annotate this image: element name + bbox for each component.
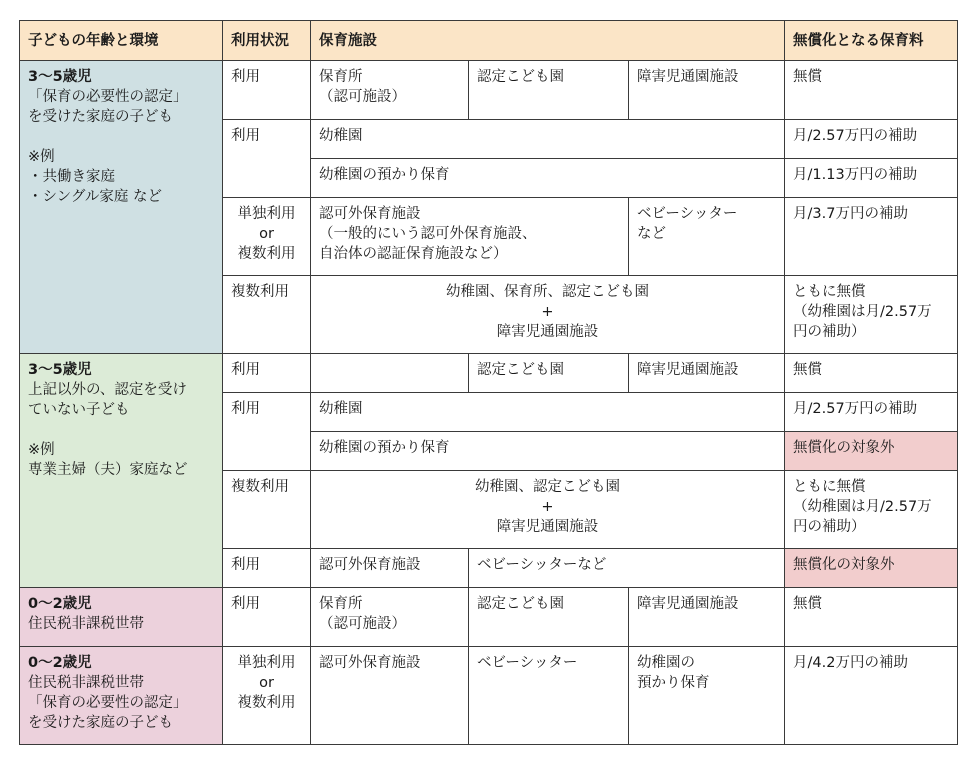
table-row [20, 588, 958, 647]
group4-title: 0〜2歳児 [28, 655, 92, 671]
fee-cell: 月/3.7万円の補助 [785, 198, 958, 276]
header-age: 子どもの年齢と環境 [20, 21, 223, 61]
group1-cell [20, 61, 223, 354]
facility-cell: 認定こども園 [469, 61, 629, 120]
facility-cell: 認定こども園 [469, 588, 629, 647]
group2-desc: 上記以外の、認定を受け ていない子ども ※例 専業主婦（夫）家庭など [28, 382, 188, 478]
facility-cell: ベビーシッター [469, 647, 629, 745]
facility-cell: 障害児通園施設 [629, 588, 785, 647]
group3-cell [20, 588, 223, 647]
table-row [20, 354, 958, 393]
facility-cell: ベビーシッター など [629, 198, 785, 276]
usage-cell: 利用 [223, 549, 311, 588]
fee-cell: 月/1.13万円の補助 [785, 159, 958, 198]
facility-cell: 幼稚園、認定こども園 + 障害児通園施設 [311, 471, 785, 549]
header-fee: 無償化となる保育料 [785, 21, 958, 61]
table-row [20, 61, 958, 120]
facility-cell: 保育所 （認可施設） [311, 61, 469, 120]
facility-cell: ベビーシッターなど [469, 549, 785, 588]
group3-title: 0〜2歳児 [28, 596, 92, 612]
facility-cell: 障害児通園施設 [629, 354, 785, 393]
usage-cell: 単独利用 or 複数利用 [223, 647, 311, 745]
fee-cell: 月/2.57万円の補助 [785, 120, 958, 159]
group2-cell [20, 354, 223, 588]
fee-cell: 無償 [785, 61, 958, 120]
usage-cell: 利用 [223, 120, 311, 198]
facility-cell: 幼稚園の 預かり保育 [629, 647, 785, 745]
facility-cell: 幼稚園、保育所、認定こども園 + 障害児通園施設 [311, 276, 785, 354]
group1-desc: 「保育の必要性の認定」 を受けた家庭の子ども ※例 ・共働き家庭 ・シングル家庭 など [28, 89, 188, 205]
group1-title: 3〜5歳児 [28, 69, 92, 85]
header-facility: 保育施設 [311, 21, 785, 61]
facility-cell: 障害児通園施設 [629, 61, 785, 120]
facility-cell: 保育所 （認可施設） [311, 588, 469, 647]
fee-cell-excluded: 無償化の対象外 [785, 549, 958, 588]
facility-cell: 幼稚園の預かり保育 [311, 159, 785, 198]
table-row [20, 647, 958, 745]
header-row [20, 21, 958, 61]
fee-cell: 無償 [785, 354, 958, 393]
fee-cell: 月/4.2万円の補助 [785, 647, 958, 745]
facility-cell: 認可外保育施設 （一般的にいう認可外保育施設、 自治体の認証保育施設など） [311, 198, 629, 276]
usage-cell: 利用 [223, 588, 311, 647]
group4-desc: 住民税非課税世帯 「保育の必要性の認定」 を受けた家庭の子ども [28, 675, 188, 731]
facility-cell: 認定こども園 [469, 354, 629, 393]
usage-cell: 複数利用 [223, 471, 311, 549]
group4-cell [20, 647, 223, 745]
facility-cell: 幼稚園の預かり保育 [311, 432, 785, 471]
fee-cell: ともに無償 （幼稚園は月/2.57万 円の補助） [785, 276, 958, 354]
fee-cell: 月/2.57万円の補助 [785, 393, 958, 432]
header-usage: 利用状況 [223, 21, 311, 61]
facility-cell: 幼稚園 [311, 393, 785, 432]
usage-cell: 利用 [223, 393, 311, 471]
group3-desc: 住民税非課税世帯 [28, 616, 144, 632]
fee-cell: ともに無償 （幼稚園は月/2.57万 円の補助） [785, 471, 958, 549]
usage-cell: 利用 [223, 61, 311, 120]
childcare-fee-table [19, 20, 958, 745]
facility-cell: 認可外保育施設 [311, 549, 469, 588]
fee-cell: 無償 [785, 588, 958, 647]
usage-cell: 複数利用 [223, 276, 311, 354]
group2-title: 3〜5歳児 [28, 362, 92, 378]
facility-cell: 認可外保育施設 [311, 647, 469, 745]
facility-cell-empty [311, 354, 469, 393]
usage-cell: 利用 [223, 354, 311, 393]
facility-cell: 幼稚園 [311, 120, 785, 159]
fee-cell-excluded: 無償化の対象外 [785, 432, 958, 471]
usage-cell: 単独利用 or 複数利用 [223, 198, 311, 276]
